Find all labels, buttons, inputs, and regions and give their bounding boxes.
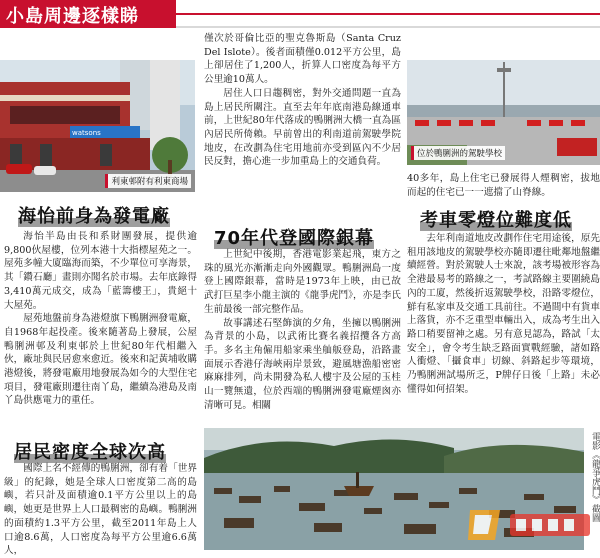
headline-power-plant [18, 202, 170, 228]
building-photo-illustration [0, 60, 195, 192]
article-column-3 [407, 172, 600, 199]
headline-text: 考車零燈位難度低 [420, 210, 572, 231]
paragraph: 去年利南道地皮改劃作住宅用途後，原先租用該地皮的駕駛學校亦隨即遷往毗鄰地盤繼續經營。對於駕駛人士來說，該考場被形容為全港最易考的路線之一，考試路線主要圍繞島內的工廈，然後折返駕駛學校，沿路零燈位，鮮有私家車及交通工具前往。不過間中有貨車上落貨，亦不乏重型車輛出入，成為考生出入路口稍要留神之處。另有意見認為，路試「太安全」，會令考生缺乏路面實戰經驗，諸如路人衝燈、「攝食車」切線、斜路起步等環境，乃鴨脷洲試場所乏，P牌仔日後「上路」未必懂得如何招架。 [407, 233, 600, 395]
page-title: 小島周邊逐樣睇 [6, 6, 139, 27]
title-rule [176, 13, 600, 15]
driving-school-photo [407, 60, 600, 165]
headline-text: 居民密度全球次高 [14, 442, 166, 463]
paragraph: 上世紀中後期，香港電影業起飛，東方之珠的風光亦漸漸走向外國觀眾。鴨脷洲島一度登上國際銀幕，當時是1973年上映，由已故武打巨星李小龍主演的《龍爭虎鬥》，亦是李氏生前最後一部完整作品。 [204, 249, 401, 315]
paragraph: 海怡半島由長和系財團發展，提供逾9,800伙屋樓，位列本港十大指標屋苑之一。屋苑多幢大廈臨海而築，不少單位可享海景，其「鑽石廳」畫則亦聞名於市場。去年底錄得3,410萬元成交，成為「藍籌樓王」，貴絕十大屋苑。 [4, 231, 197, 311]
article-column-2 [204, 32, 401, 169]
article-column-1-bottom [4, 462, 197, 558]
driving-school-caption: 位於鴨脷洲的駕駛學校 [411, 146, 505, 160]
article-column-3-bottom [407, 232, 600, 396]
headline-driving-test [420, 206, 572, 232]
logo-mark [460, 500, 600, 550]
paragraph: 屋苑地盤前身為港燈旗下鴨脷洲發電廠，自1968年起投產。後來隨著島上發展，公屋鴨脷洲邨及利東邨於上世紀80年代相繼入伙，廠址與民居愈來愈近。後來和記黃埔收購港燈後，將發電廠用地發展為如今的大型住宅項目，發電廠則遷往南丫島，繼續為港島及南丫島供應電力的重任。 [4, 313, 197, 407]
building-photo [0, 60, 195, 192]
paragraph: 居住人口日趨稠密，對外交通問題一直為島上居民所關注。直至去年年底南港島線通車前，上世紀80年代落成的鴨脷洲大橋一直為區內居民所倚賴。早前曾出的利南道前駕駛學院地皮，在改劃為住宅用地前亦受到區內不少居民反對，擔心進一步加重島上的交通負荷。 [204, 87, 401, 168]
watsons-sign: watsons [72, 129, 101, 137]
newspaper-logo [460, 500, 600, 550]
headline-density [14, 438, 166, 464]
paragraph: 僅次於哥倫比亞的聖克魯斯島（Santa Cruz Del Islote）。後者面積僅0.012平方公里，島上卻居住了1,200人，折算人口密度為每平方公里逾10萬人。 [204, 33, 401, 86]
article-column-1 [4, 230, 197, 408]
page-title-banner [0, 0, 600, 28]
paragraph: 國際上名不經傳的鴨脷洲，卻有着「世界級」的紀錄，她是全球人口密度第二高的島嶼，若只計及面積逾0.1平方公里以上的島嶼，她更是世界上人口最稠密的島嶼。鴨脷洲的面積約1.3平方公里，截至2011年島上人口逾8.6萬，人口密度為每平方公里逾6.6萬人， [4, 463, 197, 557]
paragraph: 故事講述石堅飾演的夕角，坐擁以鴨脷洲為背景的小島，以武術比賽名義招攬各方高手。多名主角僱用船家乘坐舢舨登島，沿路畫面展示香港仔海峽兩岸景致，避風塘漁船密密麻麻排列，尚未開發為私人樓宇及公屋的玉桂山一覽無遺，位於西端的鴨脷洲發電廠煙囪亦清晰可見。相關 [204, 317, 401, 411]
article-column-2-bottom [204, 248, 401, 412]
headline-text: 海怡前身為發電廠 [18, 206, 170, 227]
building-caption: 利東邨附有利東商場 [105, 174, 191, 188]
paragraph: 40多年，島上住宅已發展得人煙稠密，拔地而起的住宅已一一遮擋了山脊線。 [407, 173, 600, 198]
harbour-photo-credit: 電影《龍爭虎鬥》截圖 [590, 432, 600, 522]
headline-international-screen [214, 224, 374, 250]
headline-text: 70年代登國際銀幕 [214, 228, 375, 249]
